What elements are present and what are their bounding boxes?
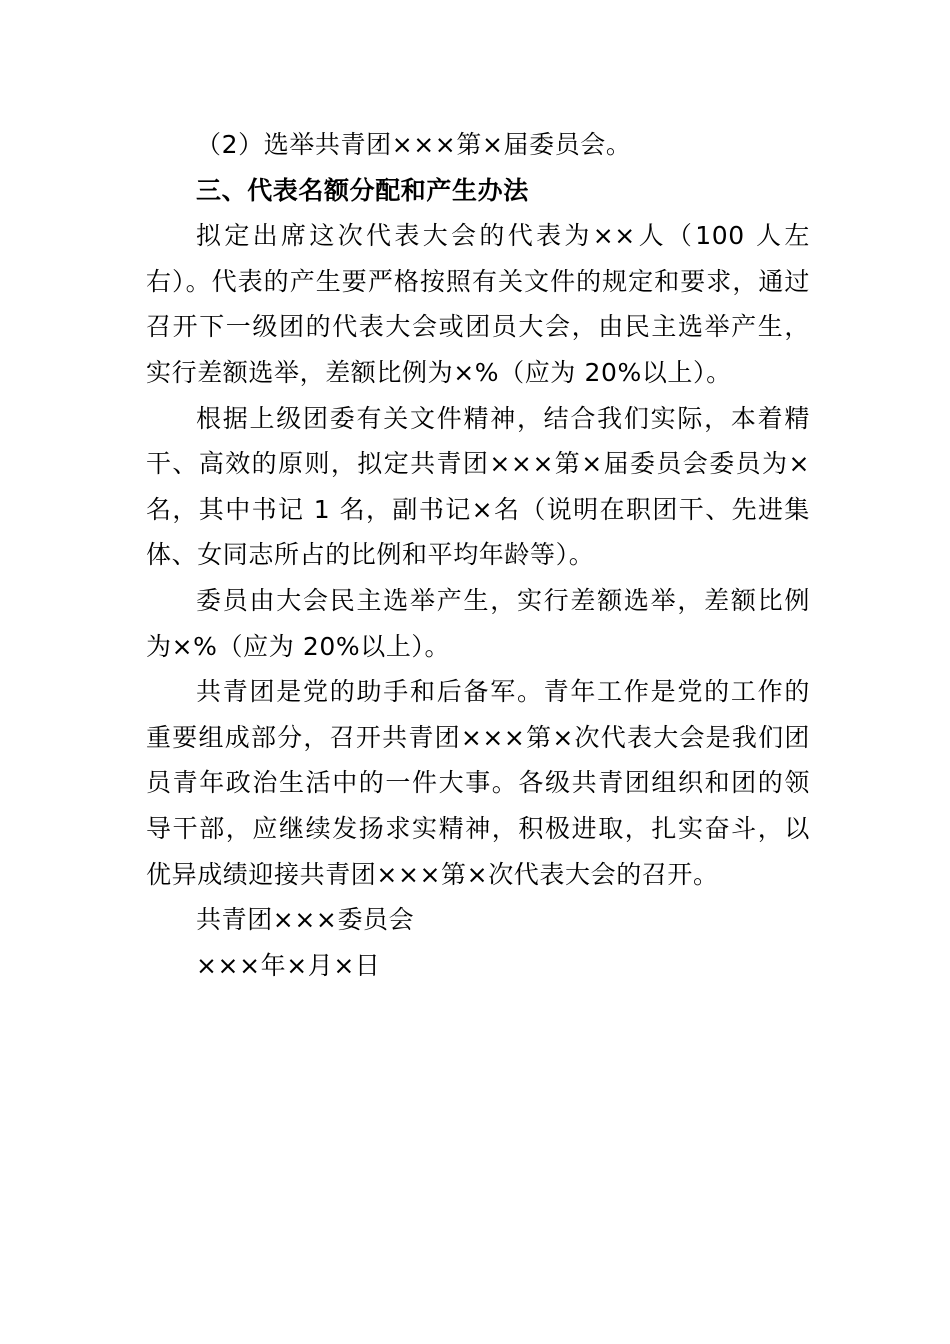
paragraph-conclusion: 共青团是党的助手和后备军。青年工作是党的工作的重要组成部分，召开共青团×××第×次代表大会是我们团员青年政治生活中的一件大事。各级共青团组织和团的领导干部，应继续发扬求实精神，积极进取，扎实奋斗，以优异成绩迎接共青团×××第×次代表大会的召开。: [146, 677, 810, 889]
signature-date: ×××年×月×日: [196, 950, 381, 980]
paragraph-election: 委员由大会民主选举产生，实行差额选举，差额比例为×%（应为 20%以上）。: [146, 585, 810, 661]
paragraph-committee-members: 根据上级团委有关文件精神，结合我们实际，本着精干、高效的原则，拟定共青团×××第×届委员会委员为×名，其中书记 1 名，副书记×名（说明在职团干、先进集体、女同志所占的比例和平均年龄等）。: [146, 403, 810, 570]
section-3-heading: 三、代表名额分配和产生办法: [196, 175, 529, 205]
document-body: [146, 122, 810, 988]
item-2-text: （2）选举共青团×××第×届委员会。: [196, 130, 632, 159]
signature-organization: 共青团×××委员会: [196, 905, 415, 935]
paragraph-delegates: 拟定出席这次代表大会的代表为××人（100 人左右）。代表的产生要严格按照有关文件的规定和要求，通过召开下一级团的代表大会或团员大会，由民主选举产生，实行差额选举，差额比例为×%（应为 20%以上）。: [146, 221, 810, 387]
